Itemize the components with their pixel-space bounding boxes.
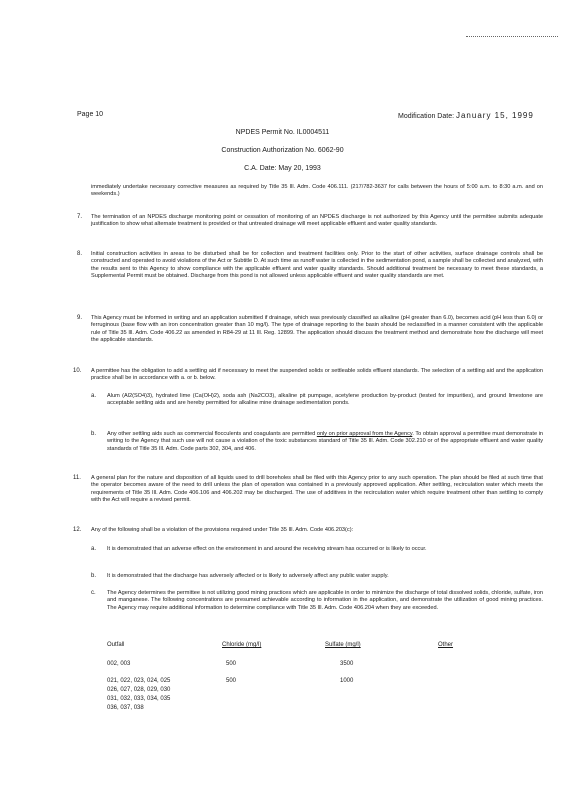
permit-number: NPDES Permit No. IL0004511: [235, 129, 330, 136]
sub-text: It is demonstrated that the discharge has adversely affected or is likely to adversely affect any public water supply.: [107, 573, 389, 579]
page-label: Page 10: [77, 111, 104, 118]
table-cell-chloride: 500: [226, 661, 237, 667]
table-cell-sulfate: 3500: [340, 661, 354, 667]
mod-label: Modification Date:: [398, 113, 455, 120]
construction-authorization: Construction Authorization No. 6062-90: [221, 147, 344, 154]
col-header-sulfate: Sulfate (mg/l): [325, 642, 361, 648]
table-cell-sulfate: 1000: [340, 678, 354, 684]
item-number: 12.: [73, 527, 82, 533]
item-text: Initial construction activities in areas to be disturbed shall be for collection and treatment facilities only. Prior to the start of other activities, surface drainage controls shall be constructed and operated to avoid violations of the Act or Subtitle D. At such time as runoff water is collected in the sedimentation pond, a sample shall be collected and analyzed, with the results sent to this Agency to show compliance with the applicable effluent and water quality standards. Should additional treatment be necessary to meet these standards, a Supplemental Permit must be obtained. Discharge from this pond is not allowed unless applicable effluent and water quality standards are met.: [91, 251, 543, 280]
item-text: This Agency must be informed in writing and an application submitted if drainage, which was previously classified as alkaline (pH greater than 6.0), becomes acid (pH less than 6.0) or ferruginous (base flow with an iron concentration greater than 10 mg/l). The type of drainage reporting to the basin should be reclassified in a manner consistent with the applicable rule of Title 35 Ill. Adm. Code 406.22 as amended in R84-29 at 11 Ill. Reg. 12899. The application should discuss the treatment method and demonstrate how the discharge will meet the applicable standards.: [91, 315, 543, 344]
sub-letter: a.: [91, 393, 97, 399]
item-text: A permittee has the obligation to add a settling aid if necessary to meet the suspended solids or settleable solids effluent standards. The selection of a settling aid and the application practice shall be in accordance with a. or b. below.: [91, 368, 543, 382]
col-header-other: Other: [438, 642, 454, 648]
sub-text: Alum (Al2(SO4)3), hydrated lime (Ca(OH)2), soda ash (Na2CO3), alkaline pit pumpage, acetylene production by-product (tested for impurities), and ground limestone are acceptable settling aids and are hereby permitted for alkaline mine drainage sedimentation ponds.: [107, 393, 543, 407]
ca-date: C.A. Date: May 20, 1993: [244, 165, 321, 172]
col-header-outfall: Outfall: [107, 642, 125, 648]
item-text: The termination of an NPDES discharge monitoring point or cessation of monitoring of an NPDES discharge is not authorized by this Agency until the permittee submits adequate justification to show what alternate treatment is provided or that untreated drainage will meet applicable effluent and water quality standards.: [91, 214, 543, 228]
sub-text: It is demonstrated that an adverse effect on the environment in and around the receiving stream has occurred or is likely to occur.: [107, 546, 427, 552]
sub-text: The Agency determines the permittee is not utilizing good mining practices which are applicable in order to minimize the discharge of total dissolved solids, chloride, sulfate, iron and manganese. The following concentrations are presumed achievable according to information in the application, and demonstrate the utilization of good mining practices. The Agency may require additional information to determine compliance with Title 35 Ill. Adm. Code 406.204 when they are exceeded.: [107, 590, 543, 611]
underlined-phrase: only on prior approval from the Agency: [316, 431, 413, 437]
sub-text-part: Any other settling aids such as commercial flocculents and coagulants are permitted: [107, 431, 317, 437]
item-number: 10.: [73, 368, 82, 374]
modification-date: [398, 111, 534, 120]
item-number: 8.: [77, 251, 83, 257]
sub-text-part: . To obtain approval a permittee must demonstrate in writing to the Agency that such use will not cause a violation of the toxic substances standard of Title 35 Ill. Adm. Code 302.210 or of the appropriate effluent and water quality standards of Title 35 Ill. Adm. Code parts 302, 304, and 406.: [107, 431, 543, 452]
table-cell-outfall: 021, 022, 023, 024, 025: [107, 678, 171, 684]
table-cell-outfall: 036, 037, 038: [107, 705, 144, 711]
sub-letter: b.: [91, 431, 97, 437]
table-cell-outfall: 026, 027, 028, 029, 030: [107, 687, 171, 693]
item-number: 11.: [73, 475, 81, 481]
item-number: 9.: [77, 315, 83, 321]
mod-date: January 15, 1999: [455, 111, 534, 120]
col-header-chloride: Chloride (mg/l): [222, 642, 262, 648]
sub-letter: c.: [91, 590, 96, 596]
table-cell-outfall: 002, 003: [107, 661, 131, 667]
table-cell-chloride: 500: [226, 678, 237, 684]
top-rule: [466, 36, 558, 37]
sub-letter: a.: [91, 546, 97, 552]
table-cell-outfall: 031, 032, 033, 034, 035: [107, 696, 171, 702]
sub-text: [107, 431, 543, 453]
item-text: Any of the following shall be a violation of the provisions required under Title 35 Ill. Adm. Code 406.203(c):: [91, 527, 354, 533]
intro-paragraph: immediately undertake necessary corrective measures as required by Title 35 Ill. Adm. Code 406.111. (217/782-3637 for calls between the hours of 5:00 a.m. to 8:30 a.m. and on weekends.): [91, 184, 543, 198]
item-number: 7.: [77, 214, 83, 220]
sub-letter: b.: [91, 573, 97, 579]
item-text: A general plan for the nature and disposition of all liquids used to drill boreholes shall be filed with this Agency prior to any such operation. The plan should be filed at such time that the operator becomes aware of the need to drill unless the plan of operation was contained in a previously approved application. After settling, recirculation water which meets the requirements of Title 35 Ill. Adm. Code 406.106 and 406.202 may be discharged. The use of additives in the recirculation water which require treatment other than settling to comply with the Act will require a revised permit.: [91, 475, 543, 504]
